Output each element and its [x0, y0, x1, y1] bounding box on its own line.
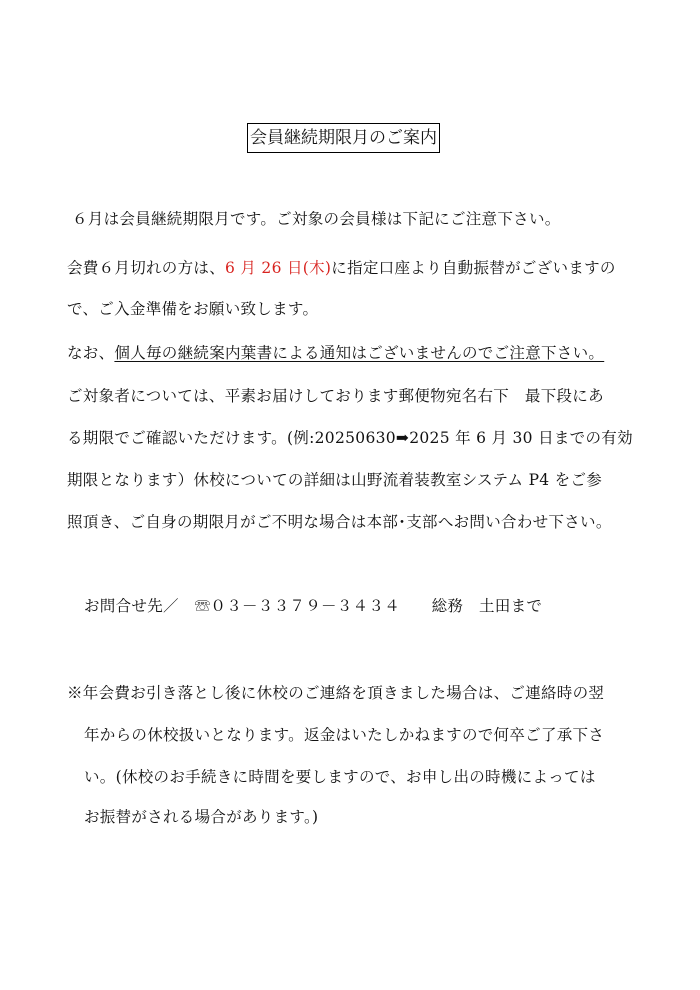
detail-line-1: ご対象者については、平素お届けしております郵便物宛名右下 最下段にあ — [67, 387, 604, 405]
contact-line: お問合せ先／ ☏０３－３３７９－３４３４ 総務 土田まで — [84, 597, 543, 615]
notice-underlined: 個人毎の継続案内葉書による通知はございませんのでご注意下さい。 — [114, 344, 605, 362]
autopay-line — [67, 256, 616, 278]
note-line-2: 年からの休校扱いとなります。返金はいたしかねますので何卒ご了承下さ — [84, 726, 605, 744]
autopay-date: 6 月 26 日(木) — [225, 259, 332, 277]
note-line-4: お振替がされる場合があります。) — [84, 808, 319, 826]
autopay-line-2: で、ご入金準備をお願い致します。 — [67, 300, 319, 318]
note-line-1: ※年会費お引き落とし後に休校のご連絡を頂きました場合は、ご連絡時の翌 — [67, 684, 605, 702]
autopay-prefix: 会費６月切れの方は、 — [67, 259, 226, 277]
detail-line-4: 照頂き、ご自身の期限月がご不明な場合は本部･支部へお問い合わせ下さい。 — [67, 513, 612, 531]
page-title: 会員継続期限月のご案内 — [247, 123, 440, 153]
notice-prefix: なお、 — [67, 344, 115, 362]
intro-line: ６月は会員継続期限月です。ご対象の会員様は下記にご注意下さい。 — [72, 210, 561, 228]
notice-line — [67, 341, 604, 363]
note-line-3: い。(休校のお手続きに時間を要しますので、お申し出の時機によっては — [84, 768, 596, 786]
detail-line-2: る期限でご確認いただけます。(例:20250630➡2025 年 6 月 30 日までの有効 — [67, 429, 633, 447]
autopay-suffix: に指定口座より自動振替がございますの — [331, 259, 616, 277]
detail-line-3: 期限となります）休校についての詳細は山野流着装教室システム P4 をご参 — [67, 471, 603, 489]
